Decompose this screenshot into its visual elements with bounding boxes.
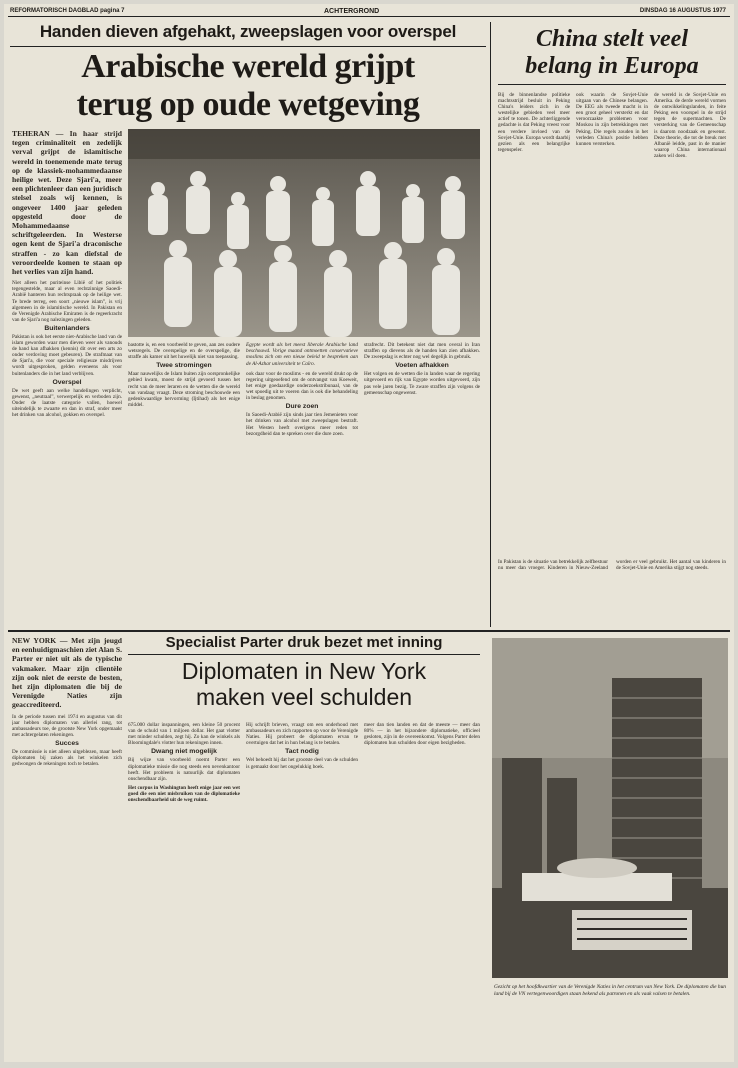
article3-column2 <box>128 722 240 1054</box>
article1-sub-overspel: Overspel <box>52 378 82 386</box>
article1-column4 <box>364 342 480 624</box>
article3-col2-text: 675.000 dollar inspanningen, een kleine 50 procent van de schuld van 1 miljoen dollar. Het gaat vlotter met minder schulden, zegt hij. Zo kan de winkels als Bloomingdale's vlotter hun rekeningen innen. <box>128 722 240 747</box>
article3-headline <box>128 658 480 710</box>
article2-col3-text: de wereld is de Sovjet-Unie en Amerika. de derde wereld vormen de ontwikkelingslanden, in feite Peking een voorspel in de strijd tegen de supermachten. De versterking van de Gemeenschap is daarom noodzaak en gewenst. Deze theorie, die tot de breuk met Albanië leidde, past in de manier waarop China internationaal zaken wil doen. <box>654 92 726 159</box>
crowd-photo-image <box>128 129 480 337</box>
article3-kicker: Specialist Parter druk bezet met inning <box>165 634 443 651</box>
header-right: DINSDAG 16 AUGUSTUS 1977 <box>639 8 726 14</box>
article1-col1-text3: De wet geeft aan welke handelingen verplicht, gewenst, „neutraal”, verwerpelijk en verboden zijn. Onder de laatste categorie vallen, hoewel uiteindelijk te zwaarte en dan in straf, onder meer het drinken van alcohol, gokken en overspel. <box>12 387 122 419</box>
article1-col2-text2: Maar nauwelijks de Islam buiten zijn oorspronkelijke gebied kwam, moest de strijd gevoerd tussen het recht van de meer leraren en de wetten die de wereld van vandaag vraagt. Deze stroming beschouwde een gedenkwaardige hervorming (Ijtihad) als het enige middel. <box>128 371 240 408</box>
article1-lead: In haar strijd tegen criminaliteit en zedelijk verval grijpt de islamitische wereld in toenemende mate terug op de klassiek-mohammedaanse heilige wet. Deze Sjari'a, meer een plichtenleer dan een juridisch stelsel zoals wij kennen, is ongeveer 1400 jaar geleden opgesteld door de Mohammedaanse schriftgeleerden. In Westerse ogen kent de Sjari'a draconische straffen - zo kan diefstal de veroordeelde komen te staan op het verlies van zijn hand. <box>12 129 122 277</box>
article1-dateline: TEHERAN — <box>12 129 64 138</box>
article1-sub-dure-zoen: Dure zoen <box>285 403 319 411</box>
article1-column2 <box>128 342 240 624</box>
article1-col4-text2: Het volgen en de wetten die in landen waar de regering uitgevoerd en rijk van Egypte worden uitgevoerd, zijn pas vele jaren bezig. Te zware straffen zijn volgens de gemeenschap ongewenst. <box>364 371 480 396</box>
article1-column3 <box>246 342 358 624</box>
article3-col1-text: In de periode tussen mei 1974 en augustus van dit jaar hebben diplomaten van allerlei rang, tot ambassadeurs toe, de grootste New York opgemaakt met achtergelaten rekeningen. <box>12 713 122 738</box>
article2-col2-text: ook waarin de Sovjet-Unie uitgaan van de Chinese belangen. De EEG als tweede macht is in een groot geheel versterkt en dat veroorzaakte problemen voor Moskou in zijn betrekkingen met Peking. Die regels zouden in het verleden China's positie hebben kunnen versterken. <box>576 92 648 147</box>
article1-headline-line2: terug op oude wetgeving <box>76 86 420 123</box>
article1-sub-buitenlanders: Buitenlanders <box>44 324 90 332</box>
photo-un-building <box>492 638 728 978</box>
article3-col1-text2: De commissie is niet alleen uitgeblezen, maar heeft diplomaten bij zaken als het winkelen zich gedwongen de rekeningen toch te betalen. <box>12 749 122 768</box>
article3-headline-line1: Diplomaten in New York <box>181 658 427 684</box>
photo-crowd <box>128 129 480 337</box>
article3-col4-text: meer dan tien landen en dat de meeste — meer dan 80% — in het bijzondere diplomatieke, officieel gesloten, zijn in de overeenkomst. Volgens Parter delen diplomaten hun schulden door eigen bezigheden. <box>364 722 480 747</box>
un-photo-image <box>492 638 728 978</box>
article1-col3-text2: In Saoedi-Arabië zijn sinds jaar tien Jemenieten voor het drinken van alcohol met zweepslagen bestraft. Het Westen heeft overigens meer reden tot bezorgdheid dan te spreken over die dure zoen. <box>246 412 358 437</box>
article3-col3-text: Hij schrijft brieven, vraagt om een onderhoud met ambassadeurs en zich rapporten op voor de Verenigde Naties. Hij probeert de diplomaten ervan te overtuigen dat het in hun belang is te betalen. <box>246 722 358 747</box>
article3-bold-text: Het corpus in Washington heeft enige jaar een wet goed die een niet misbruiken van de diplomatieke onschendbaarheid uit de weg ruimt. <box>128 784 240 804</box>
header-rule <box>8 16 730 17</box>
article1-headline <box>10 48 486 124</box>
article3-lead: Met zijn jeugd en eenhuidigmaschien ziet Alan S. Parter er niet uit als de typische vakmaker. Maar zijn clientèle zijn ook niet de eerste de besten, het zijn diplomaten die bij de Verenigde Naties zijn geaccrediteerd. <box>12 636 122 710</box>
article3-dateline: NEW YORK — <box>12 636 68 645</box>
article3-sub-tact: Tact nodig <box>285 748 319 756</box>
article1-col3-text: ook daar voor de moslims - en de wereld drukt op de regering uitgeoefend om de ontvangst van Koeweit, het enige goedaardige onderzoekstribunaal, van de wet spoedig uit te voeren dan is ook die behandeling in beslag genomen. <box>246 370 358 402</box>
article3-headline-line2: maken veel schulden <box>195 684 413 710</box>
photo2-caption: Gezicht op het hoofdkwartier van de Verenigde Naties in het centrum van New York. De diplomaten die hun land bij de VN vertegenwoordigen staan bekend als patronen en als vaak valsen te betalen. <box>494 984 726 997</box>
article3-sub-succes: Succes <box>55 740 79 747</box>
article2-column2 <box>576 92 648 552</box>
article3-col2-text2: Bij wijze van voorbeeld noemt Parter een diplomatieke missie die nog steeds een nevenkantoor heeft. Het probleem is natuurlijk dat diplomaten onschendbaar zijn. <box>128 757 240 782</box>
article3-col3-text2: Wel behoedt hij dat het grootste deel van de schulden is gemaakt door het ongelukkig boek. <box>246 757 358 770</box>
article2-col1-text: Bij de binnenlandse politieke machtsstrijd besluit in Peking China's leiders zich in de westelijke gebieden veel meer actief te tonen. De achterliggende gedachte is dat Peking vreest voor een verdere invloed van de Sovjet-Unie. Europa wordt daarbij gezien als een belangrijke tegenspeler. <box>498 92 570 153</box>
article2-bottom-text: In Pakistan is de situatie van betrekkelijk zelfbestuur nu meer dan vroeger. Kinderen in Nieuw-Zeeland worden er veel gebruikt. Het aantal van kinderen in de Sovjet-Unie en Amerika stijgt nog steeds. <box>498 559 726 572</box>
article3-column4 <box>364 722 480 1054</box>
article1-sub-voeten: Voeten afhakken <box>395 362 449 370</box>
article2-headline-line2: belang in Europa <box>525 53 699 79</box>
header-left: REFORMATORISCH DAGBLAD pagina 7 <box>10 8 125 14</box>
article1-col1-text: Niet alleen het puriteinse Libië of het politiek tegengestelde, maar al even rechtzinnige Saoedi-Arabië hanteren hun rechtspraak op de heilige wet. Te brede terreg, een soort „nieuwe islam”, is vrij algemeen in de islamitische wereld. In Pakistan en de Verenigde Arabische Emiraten is de regeerkracht van de Sjari'a nog nalezingen geleden. <box>12 280 122 323</box>
newspaper-page <box>4 4 734 1062</box>
article3-column1 <box>12 636 122 1054</box>
photo1-caption: Egypte wordt als het meest liberale Arabische land beschouwd. Vorige maand ontmoetten conservatieve moslims zich om een nieuw beleid te bespreken aan de Al-Azhar universiteit te Caïro. <box>246 342 358 367</box>
article3-sub-dwang: Dwang niet mogelijk <box>151 748 217 756</box>
article1-col2-text: bastotte is, en een voorbeeld te geven, aan zes oudere wetsregels. De overspelige en de overspelige, die straffe als kamer uit het huwelijk niet van toepassing. <box>128 342 240 361</box>
article1-headline-line1: Arabische wereld grijpt <box>81 48 415 85</box>
article2-column3 <box>654 92 726 552</box>
article1-column1 <box>12 129 122 624</box>
article1-sub-stromingen: Twee stromingen <box>156 362 212 370</box>
article1-col1-text2: Pakistan is ook het eerste niet-Arabische land van de islam geworden waar men dieven weer als vanouds de hand kan afhakken (kennis) dit over een arts zo onder verdoving moet gebeuren). De strafmaat van de Sjari'a, die voor speciale religieuze misdrijven wordt uitgesproken, gelden eveneens als voor buitenlanders die in het land verblijven. <box>12 334 122 377</box>
article1-col4-text: strafrecht. Dit betekent niet dat men overal in Iran straffen op dievens als de handen kan zien afhakken. De zweepslag is echter nog wel degelijk in gebruik. <box>364 342 480 361</box>
article2-column1 <box>498 92 570 552</box>
article2-headline-line1: China stelt veel <box>536 26 688 52</box>
header-center: ACHTERGROND <box>324 8 380 15</box>
article1-kicker: Handen dieven afgehakt, zweepslagen voor overspel <box>39 22 457 41</box>
article2-headline <box>498 26 726 80</box>
article3-column3 <box>246 722 358 1054</box>
